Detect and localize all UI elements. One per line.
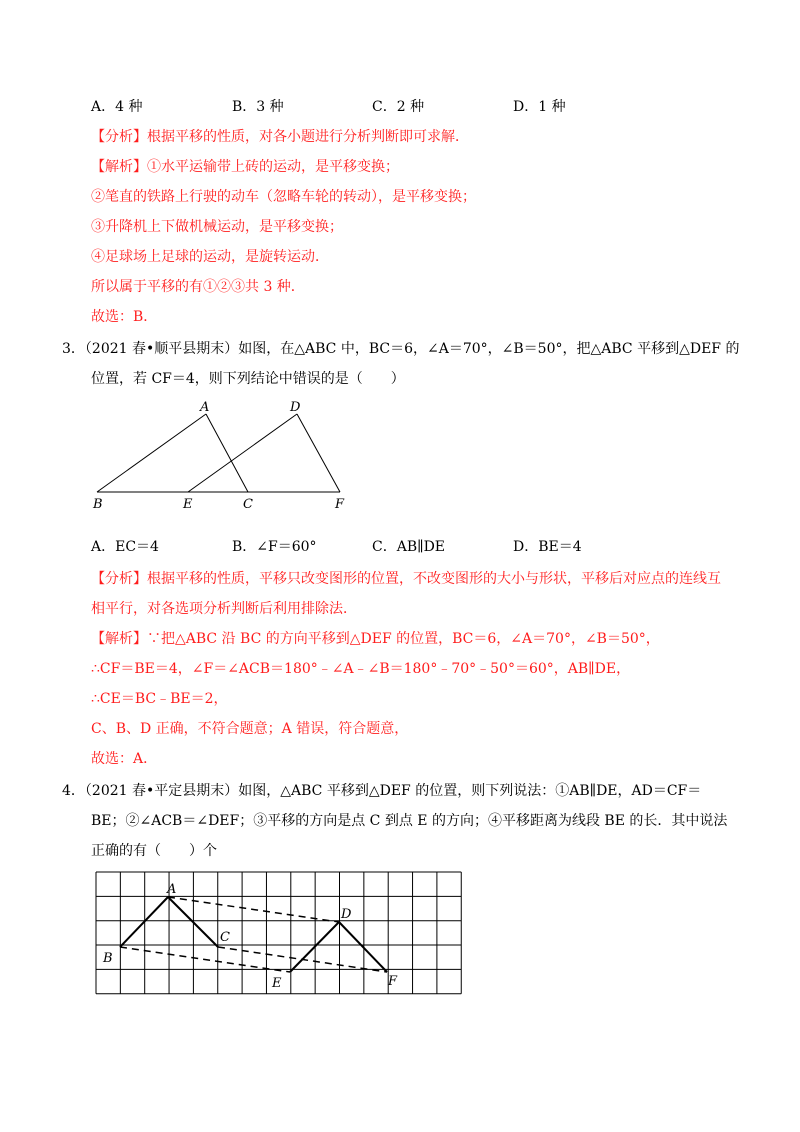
q2-option-c: C．2 种: [372, 99, 425, 115]
q4-label-c: C: [220, 930, 230, 945]
q4-dashed-be: [120, 947, 290, 972]
q3-label-c: C: [243, 497, 253, 512]
q2-solution-line: 所以属于平移的有①②③共 3 种．: [91, 279, 305, 295]
q2-analysis: 【分析】根据平移的性质，对各小题进行分析判断即可求解．: [91, 129, 469, 145]
q4-label-d: D: [341, 907, 352, 922]
q4-stem-line: 正确的有（ ）个: [91, 843, 217, 859]
q4-stem-line: BE；②∠ACB＝∠DEF；③平移的方向是点 C 到点 E 的方向；④平移距离为线段 BE 的长．其中说法: [91, 813, 728, 829]
q3-label-f: F: [335, 497, 345, 512]
q2-option-d: D．1 种: [513, 99, 566, 115]
q4-segment-df: [339, 922, 387, 972]
q3-option-d: D．BE＝4: [513, 539, 582, 555]
q4-label-e: E: [272, 976, 282, 991]
q2-option-a: A．4 种: [91, 99, 143, 115]
q2-solution-line: ③升降机上下做机械运动，是平移变换；: [91, 219, 343, 235]
q2-solution-line: 【解析】①水平运输带上砖的运动，是平移变换；: [91, 159, 399, 175]
q2-answer: 故选：B．: [91, 309, 158, 325]
q4-label-a: A: [167, 882, 177, 897]
q4-label-b: B: [103, 951, 113, 966]
q3-solution-line: ∴CF＝BE＝4，∠F＝∠ACB＝180°﹣∠A﹣∠B＝180°﹣70°﹣50°＝60°，AB∥DE，: [91, 661, 631, 677]
q3-option-b: B．∠F＝60°: [232, 539, 317, 555]
q2-solution-line: ②笔直的铁路上行驶的动车（忽略车轮的转动），是平移变换；: [91, 189, 476, 205]
q3-label-b: B: [93, 497, 103, 512]
q3-option-a: A．EC＝4: [91, 539, 159, 555]
q3-solution-line: C、B、D 正确，不符合题意；A 错误，符合题意，: [91, 721, 409, 737]
q3-analysis-line: 相平行，对各选项分析判断后利用排除法．: [91, 601, 357, 617]
q3-stem-line: 3．（2021 春•顺平县期末）如图，在△ABC 中，BC＝6，∠A＝70°，∠B＝50°，把△ABC 平移到△DEF 的: [62, 341, 740, 357]
q4-label-f: F: [388, 974, 398, 989]
q4-segment-ab: [120, 897, 168, 947]
q3-solution-line: ∴CE＝BC﹣BE＝2，: [91, 691, 228, 707]
q4-stem-line: 4．（2021 春•平定县期末）如图，△ABC 平移到△DEF 的位置，则下列说法：①AB∥DE，AD＝CF＝: [62, 783, 702, 799]
q2-solution-line: ④足球场上足球的运动，是旋转运动．: [91, 249, 329, 265]
q3-label-d: D: [290, 400, 301, 415]
q3-label-e: E: [183, 497, 193, 512]
q3-option-c: C．AB∥DE: [372, 539, 446, 555]
q3-solution-line: 【解析】∵把△ABC 沿 BC 的方向平移到△DEF 的位置，BC＝6，∠A＝70°，∠B＝50°，: [91, 631, 660, 647]
q3-answer: 故选：A．: [91, 751, 158, 767]
q4-dashed-cf: [218, 947, 387, 972]
q3-stem-line: 位置，若 CF＝4，则下列结论中错误的是（ ）: [91, 371, 405, 387]
q3-analysis-line: 【分析】根据平移的性质，平移只改变图形的位置，不改变图形的大小与形状，平移后对应点的连线互: [91, 571, 721, 587]
q2-option-b: B．3 种: [232, 99, 284, 115]
q3-label-a: A: [200, 400, 210, 415]
